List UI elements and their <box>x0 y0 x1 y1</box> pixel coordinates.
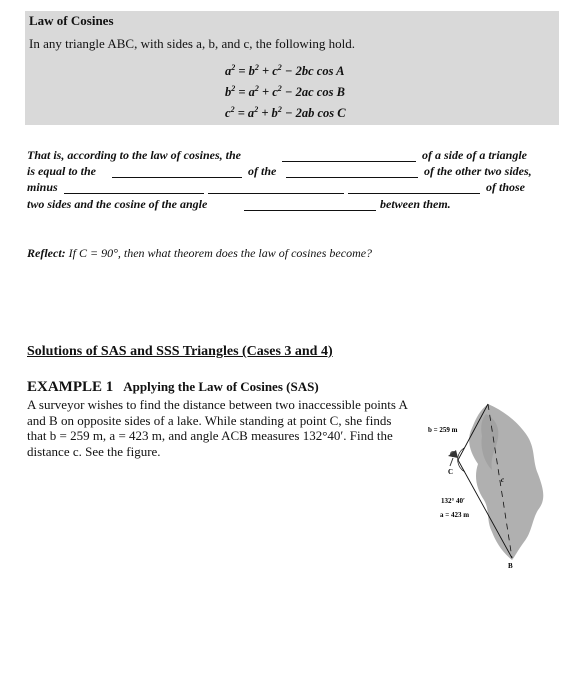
fill-line1-start: That is, according to the law of cosines, the <box>27 148 242 162</box>
blank-3[interactable] <box>286 177 418 178</box>
example-label: EXAMPLE 1 <box>27 379 114 395</box>
reflect-prompt <box>27 246 372 261</box>
fill-line1-end: of a side of a triangle <box>422 148 527 162</box>
fill-line2-end: of the other two sides, <box>424 164 532 178</box>
label-c-side: c <box>501 476 505 484</box>
blank-5[interactable] <box>208 193 344 194</box>
law-of-cosines-box <box>25 11 559 125</box>
label-a: a = 423 m <box>440 511 470 519</box>
blank-7[interactable] <box>244 210 376 211</box>
angle-arc <box>458 448 465 472</box>
label-b: b = 259 m <box>428 426 458 434</box>
equation-c: $c^2 = a^2 + b^2 - 2ab$ cos C <box>225 105 346 120</box>
fill-line4-start: two sides and the cosine of the angle <box>27 197 208 211</box>
fill-line3-start: minus <box>27 180 58 194</box>
blank-2[interactable] <box>112 177 242 178</box>
example-title: Applying the Law of Cosines (SAS) <box>123 379 319 394</box>
blank-4[interactable] <box>64 193 204 194</box>
surveyor-icon <box>448 450 458 466</box>
example-heading <box>27 378 319 396</box>
fill-line2-mid: of the <box>248 164 277 178</box>
box-intro: In any triangle ABC, with sides a, b, and c, the following hold. <box>29 36 356 51</box>
equation-a: $a^2 = b^2 + c^2 - 2bc$ cos A <box>225 63 345 78</box>
box-title: Law of Cosines <box>29 13 114 28</box>
fill-line2-start: is equal to the <box>27 164 97 178</box>
fill-line3-end: of those <box>486 180 525 194</box>
label-c-vertex: C <box>448 468 454 476</box>
label-angle: 132° 40′ <box>441 497 466 505</box>
fill-line4-end: between them. <box>380 197 451 211</box>
solutions-heading: Solutions of SAS and SSS Triangles (Cases 3 and 4) <box>27 344 333 359</box>
lake-shape <box>469 404 543 560</box>
blank-6[interactable] <box>348 193 480 194</box>
label-vertex-b: B <box>508 562 513 570</box>
reflect-text: If C = 90°, then what theorem does the law of cosines become? <box>68 246 373 260</box>
equation-b: $b^2 = a^2 + c^2 - 2ac$ cos B <box>225 84 345 99</box>
reflect-label: Reflect: <box>27 246 66 260</box>
lake-figure <box>420 392 560 572</box>
example-body: A surveyor wishes to find the distance between two inaccessible points A and B on opposite sides of a lake. While standing at point C, she finds that b = 259 m, a = 423 m, and angle ACB measures 132°40′. Find the distance c. See the figure. <box>27 397 408 459</box>
blank-1[interactable] <box>282 161 416 162</box>
